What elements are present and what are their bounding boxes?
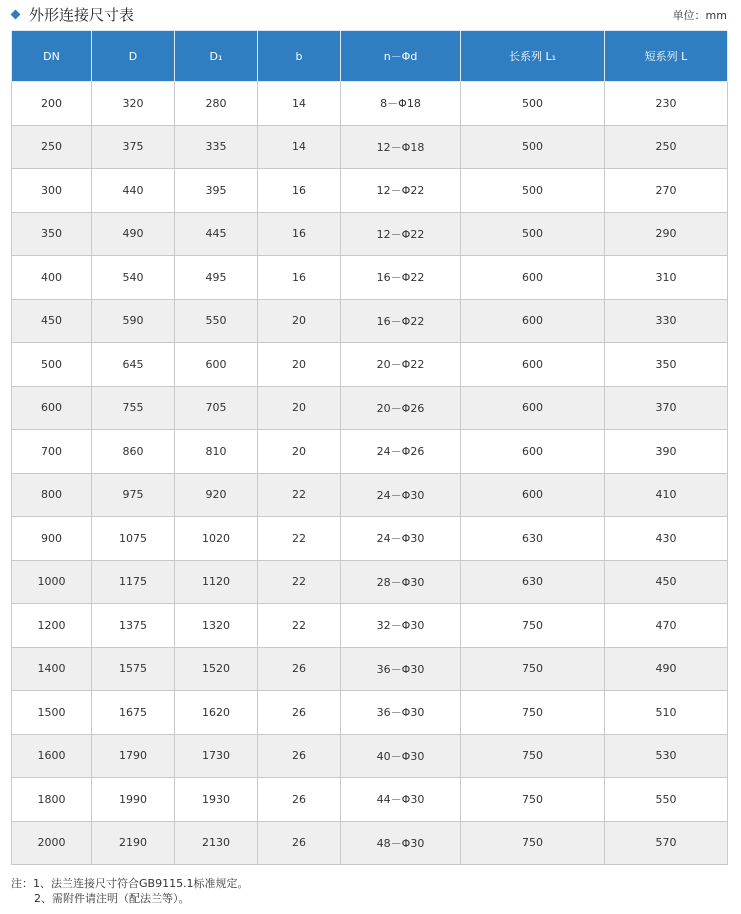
table-cell: 310 <box>605 256 728 300</box>
table-cell: 2190 <box>92 821 175 865</box>
column-header: 短系列 L <box>605 31 728 82</box>
table-cell: 1075 <box>92 517 175 561</box>
table-cell: 2130 <box>175 821 258 865</box>
column-header: n－Φd <box>341 31 461 82</box>
table-cell: 36－Φ30 <box>341 691 461 735</box>
table-cell: 1800 <box>12 778 92 822</box>
table-cell: 1730 <box>175 734 258 778</box>
table-cell: 600 <box>12 386 92 430</box>
table-cell: 1575 <box>92 647 175 691</box>
table-cell: 600 <box>461 343 605 387</box>
table-row <box>12 821 728 865</box>
table-cell: 350 <box>605 343 728 387</box>
table-cell: 26 <box>258 734 341 778</box>
table-cell: 1320 <box>175 604 258 648</box>
table-cell: 330 <box>605 299 728 343</box>
note-line: 2、需附件请注明（配法兰等）。 <box>34 892 190 905</box>
table-row <box>12 647 728 691</box>
table-header-row <box>12 31 728 82</box>
table-cell: 800 <box>12 473 92 517</box>
table-cell: 440 <box>92 169 175 213</box>
column-header: DN <box>12 31 92 82</box>
table-cell: 1790 <box>92 734 175 778</box>
table-cell: 16 <box>258 256 341 300</box>
table-cell: 430 <box>605 517 728 561</box>
table-cell: 490 <box>605 647 728 691</box>
table-row <box>12 169 728 213</box>
table-cell: 400 <box>12 256 92 300</box>
table-cell: 48－Φ30 <box>341 821 461 865</box>
table-cell: 40－Φ30 <box>341 734 461 778</box>
table-cell: 750 <box>461 821 605 865</box>
table-cell: 1200 <box>12 604 92 648</box>
table-cell: 26 <box>258 647 341 691</box>
title-row <box>11 4 727 26</box>
dimension-table <box>11 30 728 865</box>
table-cell: 20 <box>258 343 341 387</box>
table-cell: 250 <box>605 125 728 169</box>
table-cell: 810 <box>175 430 258 474</box>
table-cell: 335 <box>175 125 258 169</box>
table-cell: 600 <box>461 430 605 474</box>
table-cell: 1375 <box>92 604 175 648</box>
table-cell: 600 <box>461 299 605 343</box>
table-row <box>12 473 728 517</box>
table-cell: 230 <box>605 82 728 126</box>
column-header: 长系列 L₁ <box>461 31 605 82</box>
notes <box>11 876 249 906</box>
table-row <box>12 256 728 300</box>
table-cell: 280 <box>175 82 258 126</box>
table-cell: 750 <box>461 734 605 778</box>
table-cell: 20－Φ26 <box>341 386 461 430</box>
table-cell: 500 <box>461 169 605 213</box>
table-cell: 1520 <box>175 647 258 691</box>
table-cell: 630 <box>461 560 605 604</box>
table-cell: 645 <box>92 343 175 387</box>
table-cell: 350 <box>12 212 92 256</box>
table-cell: 16－Φ22 <box>341 299 461 343</box>
table-cell: 32－Φ30 <box>341 604 461 648</box>
table-cell: 20 <box>258 430 341 474</box>
diamond-bullet-icon <box>11 10 21 20</box>
table-cell: 22 <box>258 517 341 561</box>
table-cell: 450 <box>605 560 728 604</box>
table-cell: 12－Φ18 <box>341 125 461 169</box>
table-cell: 16－Φ22 <box>341 256 461 300</box>
note-line: 注：1、法兰连接尺寸符合GB9115.1标准规定。 <box>11 877 249 890</box>
table-cell: 550 <box>175 299 258 343</box>
table-cell: 290 <box>605 212 728 256</box>
table-cell: 16 <box>258 169 341 213</box>
page-title: 外形连接尺寸表 <box>29 6 135 24</box>
table-cell: 24－Φ26 <box>341 430 461 474</box>
table-cell: 450 <box>12 299 92 343</box>
table-cell: 470 <box>605 604 728 648</box>
table-cell: 530 <box>605 734 728 778</box>
table-cell: 755 <box>92 386 175 430</box>
table-cell: 2000 <box>12 821 92 865</box>
table-cell: 1020 <box>175 517 258 561</box>
table-cell: 590 <box>92 299 175 343</box>
table-cell: 600 <box>461 473 605 517</box>
table-row <box>12 560 728 604</box>
table-cell: 36－Φ30 <box>341 647 461 691</box>
table-cell: 22 <box>258 560 341 604</box>
table-cell: 540 <box>92 256 175 300</box>
table-cell: 410 <box>605 473 728 517</box>
table-cell: 500 <box>461 212 605 256</box>
table-cell: 12－Φ22 <box>341 169 461 213</box>
table-cell: 370 <box>605 386 728 430</box>
table-cell: 250 <box>12 125 92 169</box>
table-cell: 705 <box>175 386 258 430</box>
table-cell: 16 <box>258 212 341 256</box>
column-header: b <box>258 31 341 82</box>
table-cell: 395 <box>175 169 258 213</box>
table-cell: 1175 <box>92 560 175 604</box>
table-body <box>12 82 728 865</box>
table-row <box>12 212 728 256</box>
table-cell: 1600 <box>12 734 92 778</box>
table-cell: 300 <box>12 169 92 213</box>
table-cell: 20－Φ22 <box>341 343 461 387</box>
table-cell: 750 <box>461 647 605 691</box>
table-cell: 24－Φ30 <box>341 517 461 561</box>
table-cell: 550 <box>605 778 728 822</box>
table-cell: 26 <box>258 821 341 865</box>
table-cell: 24－Φ30 <box>341 473 461 517</box>
table-cell: 1620 <box>175 691 258 735</box>
table-cell: 1400 <box>12 647 92 691</box>
table-row <box>12 343 728 387</box>
column-header: D <box>92 31 175 82</box>
table-row <box>12 430 728 474</box>
table-cell: 630 <box>461 517 605 561</box>
table-row <box>12 82 728 126</box>
table-cell: 12－Φ22 <box>341 212 461 256</box>
table-cell: 570 <box>605 821 728 865</box>
table-row <box>12 778 728 822</box>
table-cell: 600 <box>461 256 605 300</box>
table-cell: 200 <box>12 82 92 126</box>
table-row <box>12 734 728 778</box>
table-cell: 445 <box>175 212 258 256</box>
table-cell: 20 <box>258 299 341 343</box>
table-row <box>12 386 728 430</box>
table-cell: 975 <box>92 473 175 517</box>
table-row <box>12 604 728 648</box>
table-cell: 22 <box>258 473 341 517</box>
table-row <box>12 125 728 169</box>
table-cell: 750 <box>461 778 605 822</box>
table-cell: 8－Φ18 <box>341 82 461 126</box>
table-row <box>12 517 728 561</box>
table-cell: 1675 <box>92 691 175 735</box>
table-cell: 750 <box>461 691 605 735</box>
table-cell: 490 <box>92 212 175 256</box>
table-cell: 495 <box>175 256 258 300</box>
table-cell: 600 <box>175 343 258 387</box>
table-cell: 900 <box>12 517 92 561</box>
table-cell: 1930 <box>175 778 258 822</box>
table-cell: 390 <box>605 430 728 474</box>
unit-label: 单位：mm <box>672 9 727 22</box>
table-cell: 1990 <box>92 778 175 822</box>
table-cell: 920 <box>175 473 258 517</box>
table-cell: 14 <box>258 82 341 126</box>
table-cell: 1500 <box>12 691 92 735</box>
table-cell: 44－Φ30 <box>341 778 461 822</box>
table-row <box>12 691 728 735</box>
table-cell: 14 <box>258 125 341 169</box>
table-cell: 20 <box>258 386 341 430</box>
table-cell: 700 <box>12 430 92 474</box>
table-cell: 26 <box>258 778 341 822</box>
table-cell: 510 <box>605 691 728 735</box>
table-cell: 26 <box>258 691 341 735</box>
table-cell: 22 <box>258 604 341 648</box>
table-cell: 500 <box>12 343 92 387</box>
table-cell: 500 <box>461 125 605 169</box>
table-cell: 860 <box>92 430 175 474</box>
table-row <box>12 299 728 343</box>
table-cell: 750 <box>461 604 605 648</box>
table-cell: 1120 <box>175 560 258 604</box>
column-header: D₁ <box>175 31 258 82</box>
table-cell: 320 <box>92 82 175 126</box>
table-cell: 375 <box>92 125 175 169</box>
table-cell: 500 <box>461 82 605 126</box>
table-cell: 270 <box>605 169 728 213</box>
table-cell: 600 <box>461 386 605 430</box>
table-cell: 28－Φ30 <box>341 560 461 604</box>
table-cell: 1000 <box>12 560 92 604</box>
